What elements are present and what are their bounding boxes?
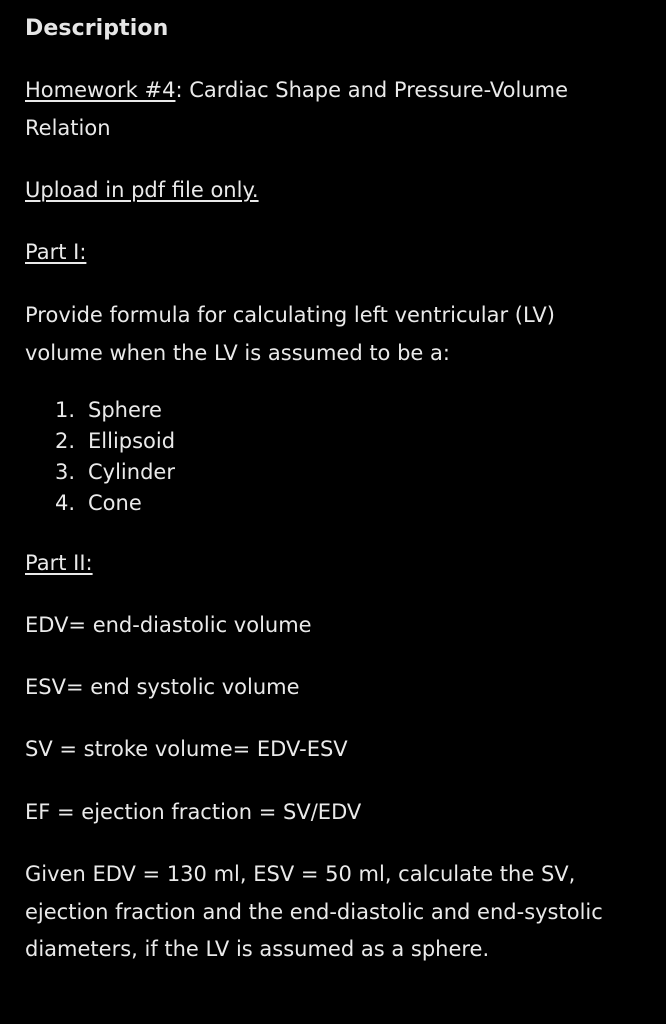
esv-definition: ESV= end systolic volume xyxy=(25,675,300,699)
homework-title-line xyxy=(25,71,568,109)
ef-definition: EF = ejection fraction = SV/EDV xyxy=(25,800,362,824)
part1-prompt-line2: volume when the LV is assumed to be a: xyxy=(25,341,450,365)
sv-definition: SV = stroke volume= EDV-ESV xyxy=(25,737,348,761)
part1-prompt-line1: Provide formula for calculating left ventricular (LV) xyxy=(25,303,555,327)
homework-colon: : xyxy=(175,78,183,102)
question-line2: ejection fraction and the end-diastolic and end-systolic xyxy=(25,900,603,924)
homework-title-continued: Relation xyxy=(25,116,111,140)
list-item: 4. Cone xyxy=(55,491,142,515)
shape-list xyxy=(55,395,175,519)
homework-link[interactable]: Homework #4 xyxy=(25,78,176,102)
section-title: Description xyxy=(25,16,169,41)
question-line3: diameters, if the LV is assumed as a sphere. xyxy=(25,937,490,961)
question-line1: Given EDV = 130 ml, ESV = 50 ml, calculate the SV, xyxy=(25,862,576,886)
upload-note: Upload in pdf file only. xyxy=(25,178,259,202)
part1-heading: Part I: xyxy=(25,240,87,264)
part2-heading: Part II: xyxy=(25,551,93,575)
list-item: 1. Sphere xyxy=(55,398,162,422)
list-item: 3. Cylinder xyxy=(55,460,175,484)
homework-title: Cardiac Shape and Pressure-Volume xyxy=(189,78,569,102)
list-item: 2. Ellipsoid xyxy=(55,429,176,453)
edv-definition: EDV= end-diastolic volume xyxy=(25,613,312,637)
